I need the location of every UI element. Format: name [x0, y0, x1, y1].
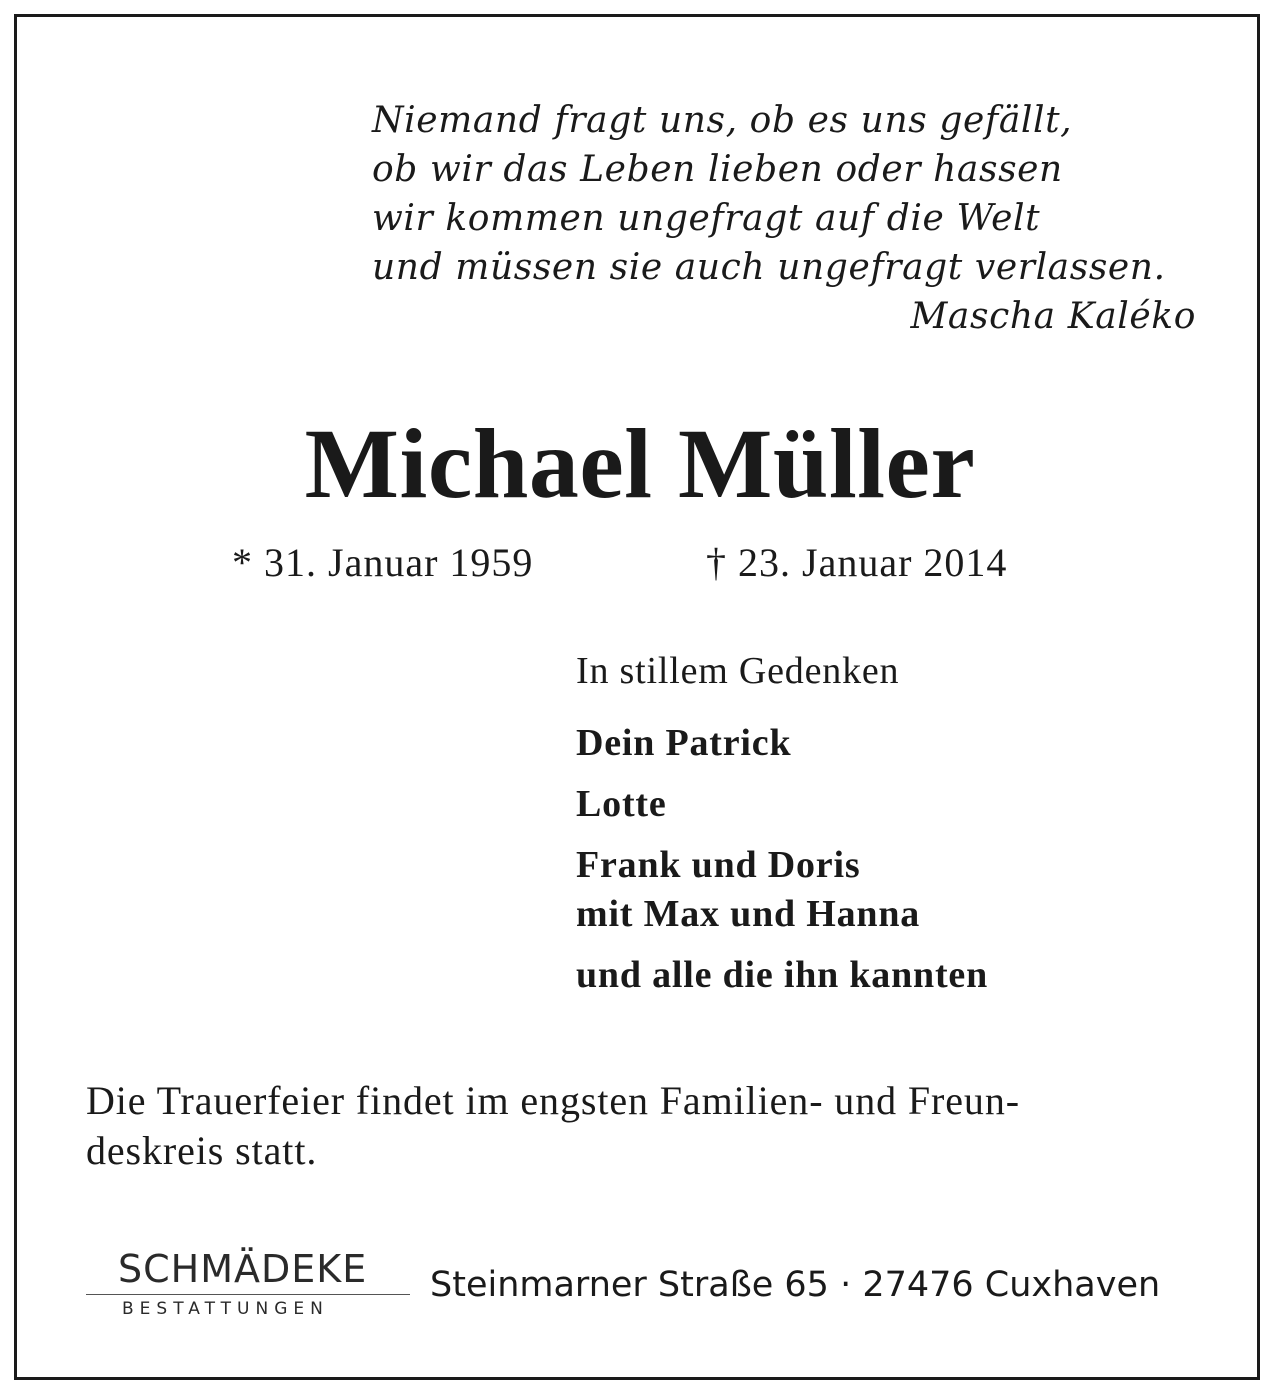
mourner-entry: mit Max und Hanna	[576, 893, 921, 935]
ceremony-line: deskreis statt.	[86, 1128, 318, 1173]
funeral-home-logo	[86, 1244, 414, 1324]
ceremony-line: Die Trauerfeier findet im engsten Familien- und Freun-	[86, 1078, 1020, 1123]
death-date: † 23. Januar 2014	[706, 540, 1008, 585]
funeral-home-address: Steinmarner Straße 65 · 27476 Cuxhaven	[430, 1265, 1161, 1305]
quote-line: Niemand fragt uns, ob es uns gefällt,	[372, 100, 1073, 141]
logo-subtitle: BESTATTUNGEN	[122, 1299, 329, 1319]
ceremony-note	[86, 1076, 1206, 1176]
logo-name: SCHMÄDEKE	[118, 1247, 368, 1291]
quote-line: ob wir das Leben lieben oder hassen	[372, 149, 1063, 190]
poem-quote	[372, 96, 1196, 341]
logo-divider	[86, 1294, 410, 1295]
quote-line: wir kommen ungefragt auf die Welt	[372, 198, 1041, 239]
mourner-entry: Dein Patrick	[576, 722, 792, 764]
mourner-entry: und alle die ihn kannten	[576, 954, 989, 996]
mourners-intro: In stillem Gedenken	[576, 650, 900, 692]
mourner-entry: Frank und Doris	[576, 844, 861, 886]
birth-date: * 31. Januar 1959	[232, 540, 534, 585]
deceased-name: Michael Müller	[304, 408, 976, 519]
quote-line: und müssen sie auch ungefragt verlassen.	[372, 247, 1166, 288]
quote-author: Mascha Kaléko	[910, 296, 1196, 337]
mourner-entry: Lotte	[576, 783, 667, 825]
